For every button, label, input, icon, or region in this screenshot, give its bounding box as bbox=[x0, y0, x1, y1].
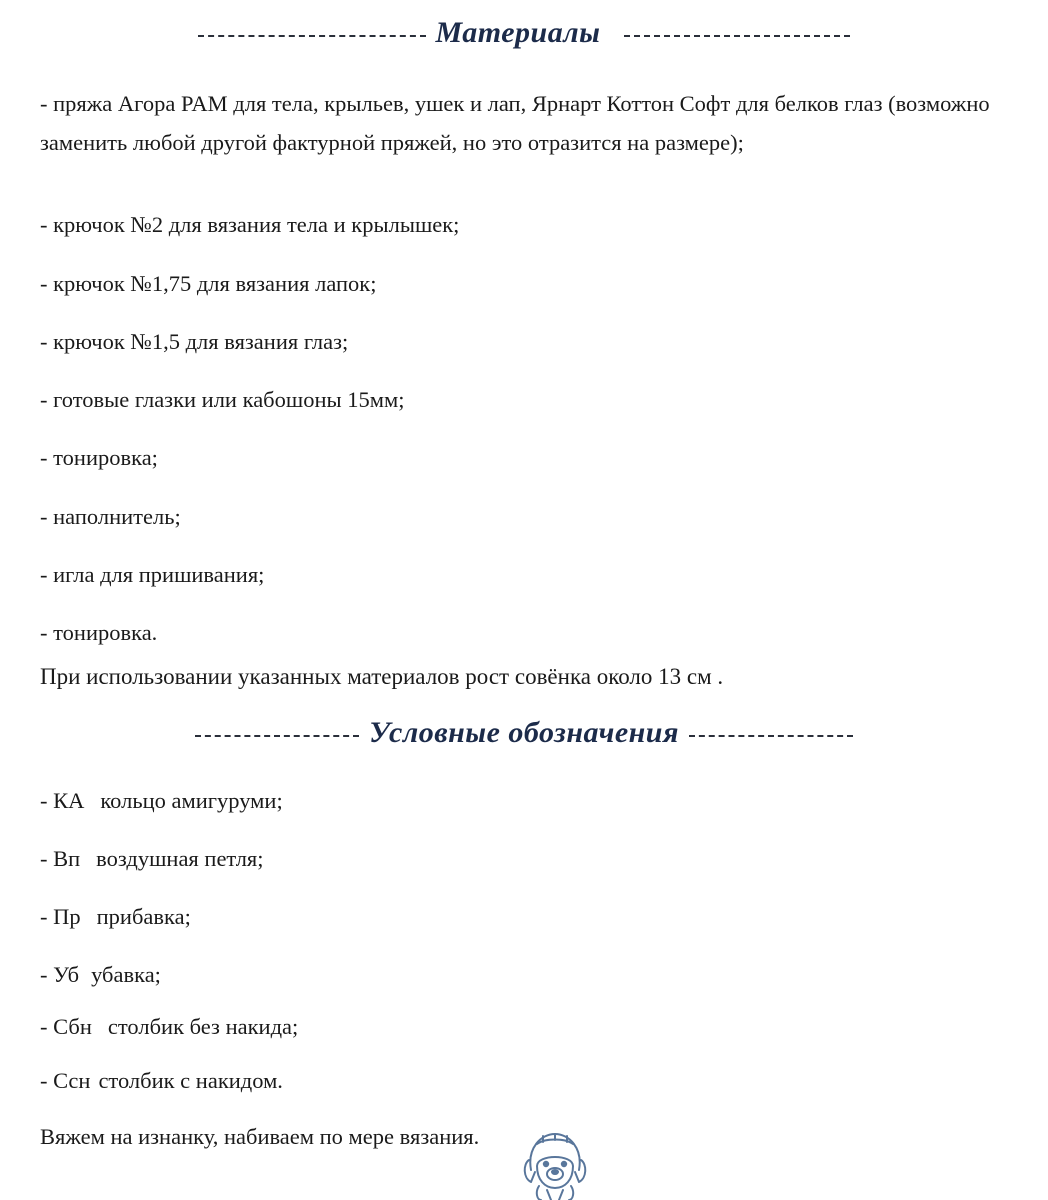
legend-abbreviation: - Пр bbox=[40, 904, 81, 929]
legend-abbreviation: - Ссн bbox=[40, 1068, 91, 1093]
legend-description: столбик с накидом. bbox=[98, 1068, 283, 1093]
bear-aviator-helmet-icon bbox=[515, 1130, 595, 1200]
legend-abbreviation: - Уб bbox=[40, 962, 80, 987]
legend-heading-title: Условные обозначения bbox=[369, 716, 679, 749]
materials-size-note: При использовании указанных материалов рост совёнка около 13 см . bbox=[40, 664, 724, 689]
legend-knitting-note: Вяжем на изнанку, набиваем по мере вязания. bbox=[40, 1124, 480, 1149]
materials-item: - игла для пришивания; bbox=[40, 562, 265, 587]
legend-item bbox=[40, 900, 191, 934]
legend-description: столбик без накида; bbox=[107, 1014, 299, 1039]
heading-dash-left bbox=[195, 735, 359, 737]
heading-dash-left bbox=[198, 35, 426, 37]
legend-description: кольцо амигуруми; bbox=[100, 788, 283, 813]
materials-item: - тонировка. bbox=[40, 620, 158, 645]
materials-item: - наполнитель; bbox=[40, 504, 181, 529]
heading-dash-right bbox=[689, 735, 853, 737]
materials-item: - крючок №1,75 для вязания лапок; bbox=[40, 271, 377, 296]
legend-item bbox=[40, 1064, 283, 1098]
materials-item: - крючок №2 для вязания тела и крылышек; bbox=[40, 212, 460, 237]
materials-intro-paragraph: - пряжа Агора PAM для тела, крыльев, ушек и лап, Ярнарт Коттон Софт для белков глаз (возможно заменить любой другой фактурной пряжей, но это отразится на размере); bbox=[40, 91, 990, 155]
legend-abbreviation: - КА bbox=[40, 788, 85, 813]
legend-description: убавка; bbox=[91, 962, 161, 987]
materials-item: - готовые глазки или кабошоны 15мм; bbox=[40, 387, 405, 412]
legend-description: воздушная петля; bbox=[96, 846, 264, 871]
legend-description: прибавка; bbox=[96, 904, 191, 929]
materials-heading-title: Материалы bbox=[435, 16, 601, 49]
materials-heading bbox=[0, 16, 1048, 50]
legend-heading bbox=[0, 716, 1048, 750]
legend-item bbox=[40, 958, 161, 992]
heading-dash-right bbox=[624, 35, 850, 37]
legend-abbreviation: - Вп bbox=[40, 846, 81, 871]
materials-item: - крючок №1,5 для вязания глаз; bbox=[40, 329, 349, 354]
materials-item: - тонировка; bbox=[40, 445, 158, 470]
legend-abbreviation: - Сбн bbox=[40, 1014, 92, 1039]
legend-item bbox=[40, 784, 283, 818]
legend-item bbox=[40, 1010, 298, 1044]
legend-item bbox=[40, 842, 264, 876]
